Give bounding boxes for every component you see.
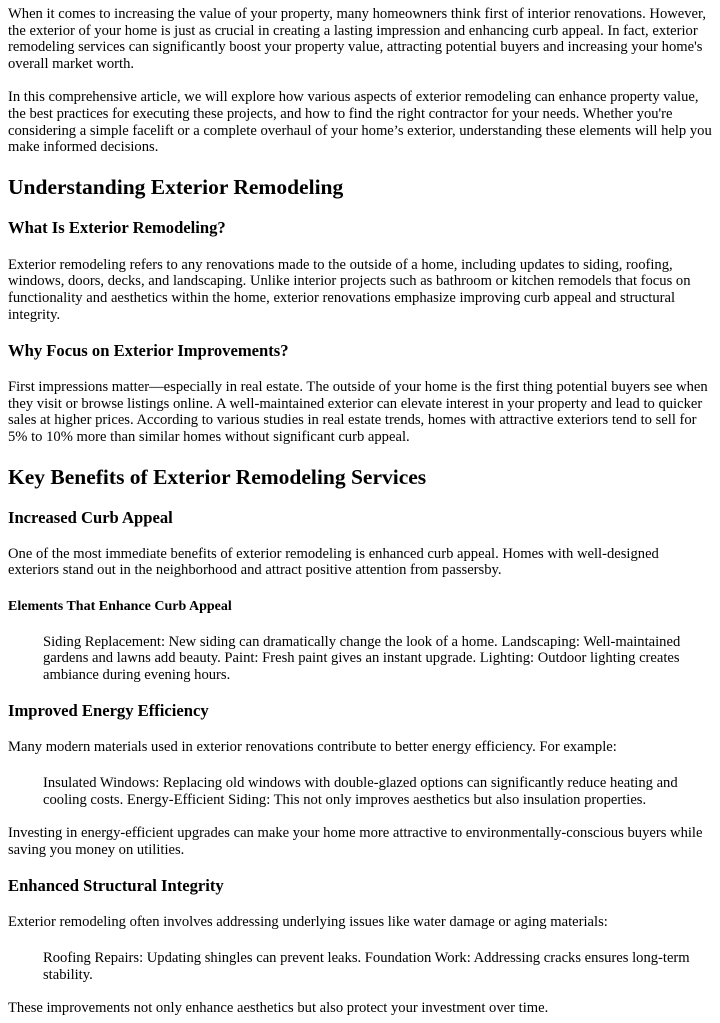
article — [0, 6, 720, 1017]
subheading-structural: Enhanced Structural Integrity — [8, 876, 224, 896]
structural-paragraph: Exterior remodeling often involves addressing underlying issues like water damage or aging materials: — [8, 914, 608, 931]
elements-quote-text: Siding Replacement: New siding can dramatically change the look of a home. Landscaping: Well-maintained gardens and lawns add beauty. Paint: Fresh paint gives an instant upgrade. Lighting: Outdoor lighting creates ambiance during evening hours. — [43, 633, 681, 683]
subheading-elements: Elements That Enhance Curb Appeal — [8, 598, 232, 614]
energy-paragraph-2: Investing in energy-efficient upgrades can make your home more attractive to environmentally-conscious buyers while saving you money on utilities. — [8, 825, 703, 858]
energy-paragraph: Many modern materials used in exterior renovations contribute to better energy efficiency. For example: — [8, 739, 617, 756]
why-focus-paragraph: First impressions matter—especially in real estate. The outside of your home is the first thing potential buyers see when they visit or browse listings online. A well-maintained exterior can elevate interest in your property and lead to quicker sales at higher prices. According to various studies in real estate trends, homes with attractive exteriors tend to sell for 5% to 10% more than similar homes without significant curb appeal. — [8, 379, 708, 445]
what-is-paragraph: Exterior remodeling refers to any renovations made to the outside of a home, including updates to siding, roofing, windows, doors, decks, and landscaping. Unlike interior projects such as bathroom or kitchen remodels that focus on functionality and aesthetics within the home, exterior renovations emphasize improving curb appeal and structural integrity. — [8, 256, 691, 323]
curb-appeal-paragraph: One of the most immediate benefits of exterior remodeling is enhanced curb appeal. Homes with well-designed exteriors stand out in the neighborhood and attract positive attention from passersby. — [8, 545, 659, 579]
subheading-curb-appeal: Increased Curb Appeal — [8, 507, 173, 527]
subheading-energy: Improved Energy Efficiency — [8, 701, 209, 721]
subheading-what-is: What Is Exterior Remodeling? — [8, 217, 226, 237]
energy-blockquote — [43, 775, 712, 808]
elements-blockquote — [43, 634, 712, 684]
section-heading-understanding: Understanding Exterior Remodeling — [8, 174, 344, 199]
structural-blockquote — [43, 950, 712, 983]
subheading-why-focus: Why Focus on Exterior Improvements? — [8, 341, 289, 361]
structural-paragraph-2: These improvements not only enhance aesthetics but also protect your investment over time. — [8, 1000, 549, 1017]
structural-quote-text: Roofing Repairs: Updating shingles can prevent leaks. Foundation Work: Addressing cracks ensures long-term stability. — [43, 950, 690, 983]
section-heading-benefits: Key Benefits of Exterior Remodeling Services — [8, 464, 427, 489]
intro-paragraph-1: When it comes to increasing the value of your property, many homeowners think first of interior renovations. However, the exterior of your home is just as crucial in creating a lasting impression and enhancing curb appeal. In fact, exterior remodeling services can significantly boost your property value, attracting potential buyers and increasing your home's overall market worth. — [8, 6, 706, 72]
energy-quote-text: Insulated Windows: Replacing old windows with double-glazed options can significantly reduce heating and cooling costs. Energy-Efficient Siding: This not only improves aesthetics but also insulation properties. — [43, 775, 678, 808]
intro-paragraph-2: In this comprehensive article, we will explore how various aspects of exterior remodeling can enhance property value, the best practices for executing these projects, and how to find the right contractor for your needs. Whether you're considering a simple facelift or a complete overhaul of your home’s exterior, understanding these elements will help you make informed decisions. — [8, 89, 712, 156]
